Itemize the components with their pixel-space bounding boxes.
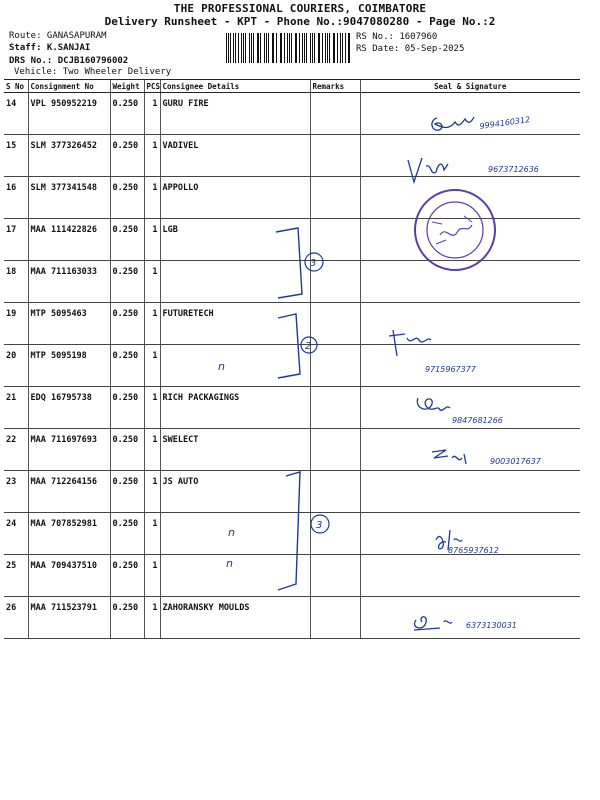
remarks-cell <box>310 387 360 429</box>
remarks-cell <box>310 597 360 639</box>
barcode-bar <box>302 33 303 63</box>
seal-signature-cell <box>360 429 580 471</box>
consignment-number: MAA 711523791 <box>28 597 110 639</box>
weight-cell: 0.250 <box>110 177 144 219</box>
weight-cell: 0.250 <box>110 219 144 261</box>
seal-signature-cell <box>360 597 580 639</box>
consignment-number: MTP 5095198 <box>28 345 110 387</box>
consignment-number: EDQ 16795738 <box>28 387 110 429</box>
table-row <box>4 135 580 177</box>
phone-row-20: 9715967377 <box>425 365 476 374</box>
pcs-cell: 1 <box>144 93 160 135</box>
seal-signature-cell <box>360 513 580 555</box>
consignee-name: APPOLLO <box>160 177 310 219</box>
barcode-image <box>226 33 352 63</box>
remarks-cell <box>310 177 360 219</box>
weight-cell: 0.250 <box>110 345 144 387</box>
remarks-cell <box>310 261 360 303</box>
count-rows-17-18: 3 <box>310 258 317 269</box>
pcs-cell: 1 <box>144 513 160 555</box>
sno-cell: 21 <box>4 387 28 429</box>
consignment-number: VPL 950952219 <box>28 93 110 135</box>
sno-cell: 19 <box>4 303 28 345</box>
consignee-name <box>160 261 310 303</box>
remarks-cell <box>310 135 360 177</box>
barcode-bar <box>238 33 239 63</box>
barcode-bar <box>349 33 350 63</box>
sno-cell: 26 <box>4 597 28 639</box>
consignee-name: LGB <box>160 219 310 261</box>
table-row <box>4 177 580 219</box>
consignee-name <box>160 345 310 387</box>
table-row <box>4 513 580 555</box>
seal-signature-cell <box>360 219 580 261</box>
table-row <box>4 303 580 345</box>
barcode-bar <box>233 33 234 63</box>
company-title: THE PROFESSIONAL COURIERS, COIMBATORE <box>173 2 427 15</box>
weight-cell: 0.250 <box>110 597 144 639</box>
weight-cell: 0.250 <box>110 387 144 429</box>
pcs-cell: 1 <box>144 135 160 177</box>
consignment-number: MTP 5095463 <box>28 303 110 345</box>
consignee-name: RICH PACKAGINGS <box>160 387 310 429</box>
col-weight-header: Weight <box>110 80 144 93</box>
pcs-cell: 1 <box>144 177 160 219</box>
table-row <box>4 597 580 639</box>
pcs-cell: 1 <box>144 555 160 597</box>
seal-signature-cell <box>360 261 580 303</box>
consignment-number: MAA 711697693 <box>28 429 110 471</box>
seal-signature-cell <box>360 303 580 345</box>
sno-cell: 22 <box>4 429 28 471</box>
barcode-bar <box>264 33 265 63</box>
consignee-name: GURU FIRE <box>160 93 310 135</box>
consignee-name <box>160 513 310 555</box>
consignment-number: SLM 377341548 <box>28 177 110 219</box>
staff-label: Staff: K.SANJAI <box>9 43 91 53</box>
remarks-cell <box>310 471 360 513</box>
drs-number: DRS No.: DCJB160796002 <box>9 56 129 66</box>
barcode-bar <box>342 33 343 63</box>
barcode-bar <box>253 33 254 63</box>
ditto-mark-row-25: n <box>226 557 233 570</box>
barcode-bar <box>310 33 311 63</box>
count-rows-23-25: 3 <box>316 520 323 531</box>
route-label: Route: GANASAPURAM <box>9 31 107 41</box>
seal-signature-cell <box>360 177 580 219</box>
remarks-cell <box>310 219 360 261</box>
seal-signature-cell <box>360 555 580 597</box>
consignee-name: JS AUTO <box>160 471 310 513</box>
barcode-bar <box>333 33 334 63</box>
sno-cell: 15 <box>4 135 28 177</box>
table-row <box>4 93 580 135</box>
ditto-mark-row-20: n <box>218 360 225 373</box>
pcs-cell: 1 <box>144 219 160 261</box>
remarks-cell <box>310 345 360 387</box>
delivery-table <box>4 79 580 639</box>
barcode-bar <box>276 33 277 63</box>
weight-cell: 0.250 <box>110 555 144 597</box>
table-row <box>4 219 580 261</box>
barcode-bar <box>241 33 242 63</box>
phone-row-26: 6373130031 <box>466 621 517 630</box>
sno-cell: 20 <box>4 345 28 387</box>
table-row <box>4 555 580 597</box>
weight-cell: 0.250 <box>110 513 144 555</box>
pcs-cell: 1 <box>144 303 160 345</box>
consignment-number: MAA 712264156 <box>28 471 110 513</box>
consignee-name: SWELECT <box>160 429 310 471</box>
table-row <box>4 429 580 471</box>
seal-signature-cell <box>360 387 580 429</box>
table-row <box>4 471 580 513</box>
weight-cell: 0.250 <box>110 93 144 135</box>
consignee-name <box>160 555 310 597</box>
sno-cell: 18 <box>4 261 28 303</box>
consignment-number: MAA 707852981 <box>28 513 110 555</box>
col-seal-header: Seal & Signature <box>360 80 580 93</box>
barcode-bar <box>299 33 300 63</box>
weight-cell: 0.250 <box>110 471 144 513</box>
pcs-cell: 1 <box>144 261 160 303</box>
barcode-bar <box>245 33 246 63</box>
seal-signature-cell <box>360 345 580 387</box>
barcode-bar <box>280 33 281 63</box>
remarks-cell <box>310 303 360 345</box>
weight-cell: 0.250 <box>110 135 144 177</box>
count-rows-19-20: 2 <box>305 341 312 352</box>
barcode-bar <box>319 33 320 63</box>
rs-date: RS Date: 05-Sep-2025 <box>356 44 465 54</box>
table-row <box>4 387 580 429</box>
rs-number: RS No.: 1607960 <box>356 32 438 42</box>
col-pcs-header: PCS <box>144 80 160 93</box>
remarks-cell <box>310 513 360 555</box>
seal-signature-cell <box>360 471 580 513</box>
table-header-row <box>4 80 580 93</box>
barcode-bar <box>312 33 313 63</box>
phone-row-15: 9673712636 <box>488 165 539 174</box>
barcode-bar <box>291 33 292 63</box>
sno-cell: 16 <box>4 177 28 219</box>
phone-row-24: 8765937612 <box>448 546 499 555</box>
remarks-cell <box>310 429 360 471</box>
phone-row-21: 9847681266 <box>452 416 503 425</box>
barcode-bar <box>337 33 338 63</box>
col-remarks-header: Remarks <box>310 80 360 93</box>
weight-cell: 0.250 <box>110 429 144 471</box>
barcode-bar <box>226 33 227 63</box>
pcs-cell: 1 <box>144 345 160 387</box>
consignment-number: SLM 377326452 <box>28 135 110 177</box>
ditto-mark-row-24: n <box>228 526 235 539</box>
barcode-bar <box>287 33 288 63</box>
weight-cell: 0.250 <box>110 303 144 345</box>
col-consignment-header: Consignment No <box>28 80 110 93</box>
sno-cell: 17 <box>4 219 28 261</box>
remarks-cell <box>310 555 360 597</box>
vehicle-label: Vehicle: Two Wheeler Delivery <box>14 67 172 77</box>
seal-signature-cell <box>360 135 580 177</box>
sno-cell: 14 <box>4 93 28 135</box>
weight-cell: 0.250 <box>110 261 144 303</box>
barcode-bar <box>325 33 326 63</box>
pcs-cell: 1 <box>144 429 160 471</box>
table-row <box>4 345 580 387</box>
sno-cell: 25 <box>4 555 28 597</box>
table-row <box>4 261 580 303</box>
col-consignee-header: Consignee Details <box>160 80 310 93</box>
barcode-bar <box>260 33 261 63</box>
phone-row-14: 9994160312 <box>479 114 531 131</box>
pcs-cell: 1 <box>144 471 160 513</box>
col-sno-header: S No <box>4 80 28 93</box>
seal-signature-cell <box>360 93 580 135</box>
consignee-name: FUTURETECH <box>160 303 310 345</box>
remarks-cell <box>310 93 360 135</box>
runsheet-subtitle: Delivery Runsheet - KPT - Phone No.:9047080280 - Page No.:2 <box>104 15 496 28</box>
consignee-name: ZAHORANSKY MOULDS <box>160 597 310 639</box>
consignment-number: MAA 111422826 <box>28 219 110 261</box>
sno-cell: 24 <box>4 513 28 555</box>
pcs-cell: 1 <box>144 387 160 429</box>
consignment-number: MAA 711163033 <box>28 261 110 303</box>
phone-row-22: 9003017637 <box>490 457 541 466</box>
consignment-number: MAA 709437510 <box>28 555 110 597</box>
sno-cell: 23 <box>4 471 28 513</box>
barcode-bar <box>268 33 269 63</box>
pcs-cell: 1 <box>144 597 160 639</box>
consignee-name: VADIVEL <box>160 135 310 177</box>
